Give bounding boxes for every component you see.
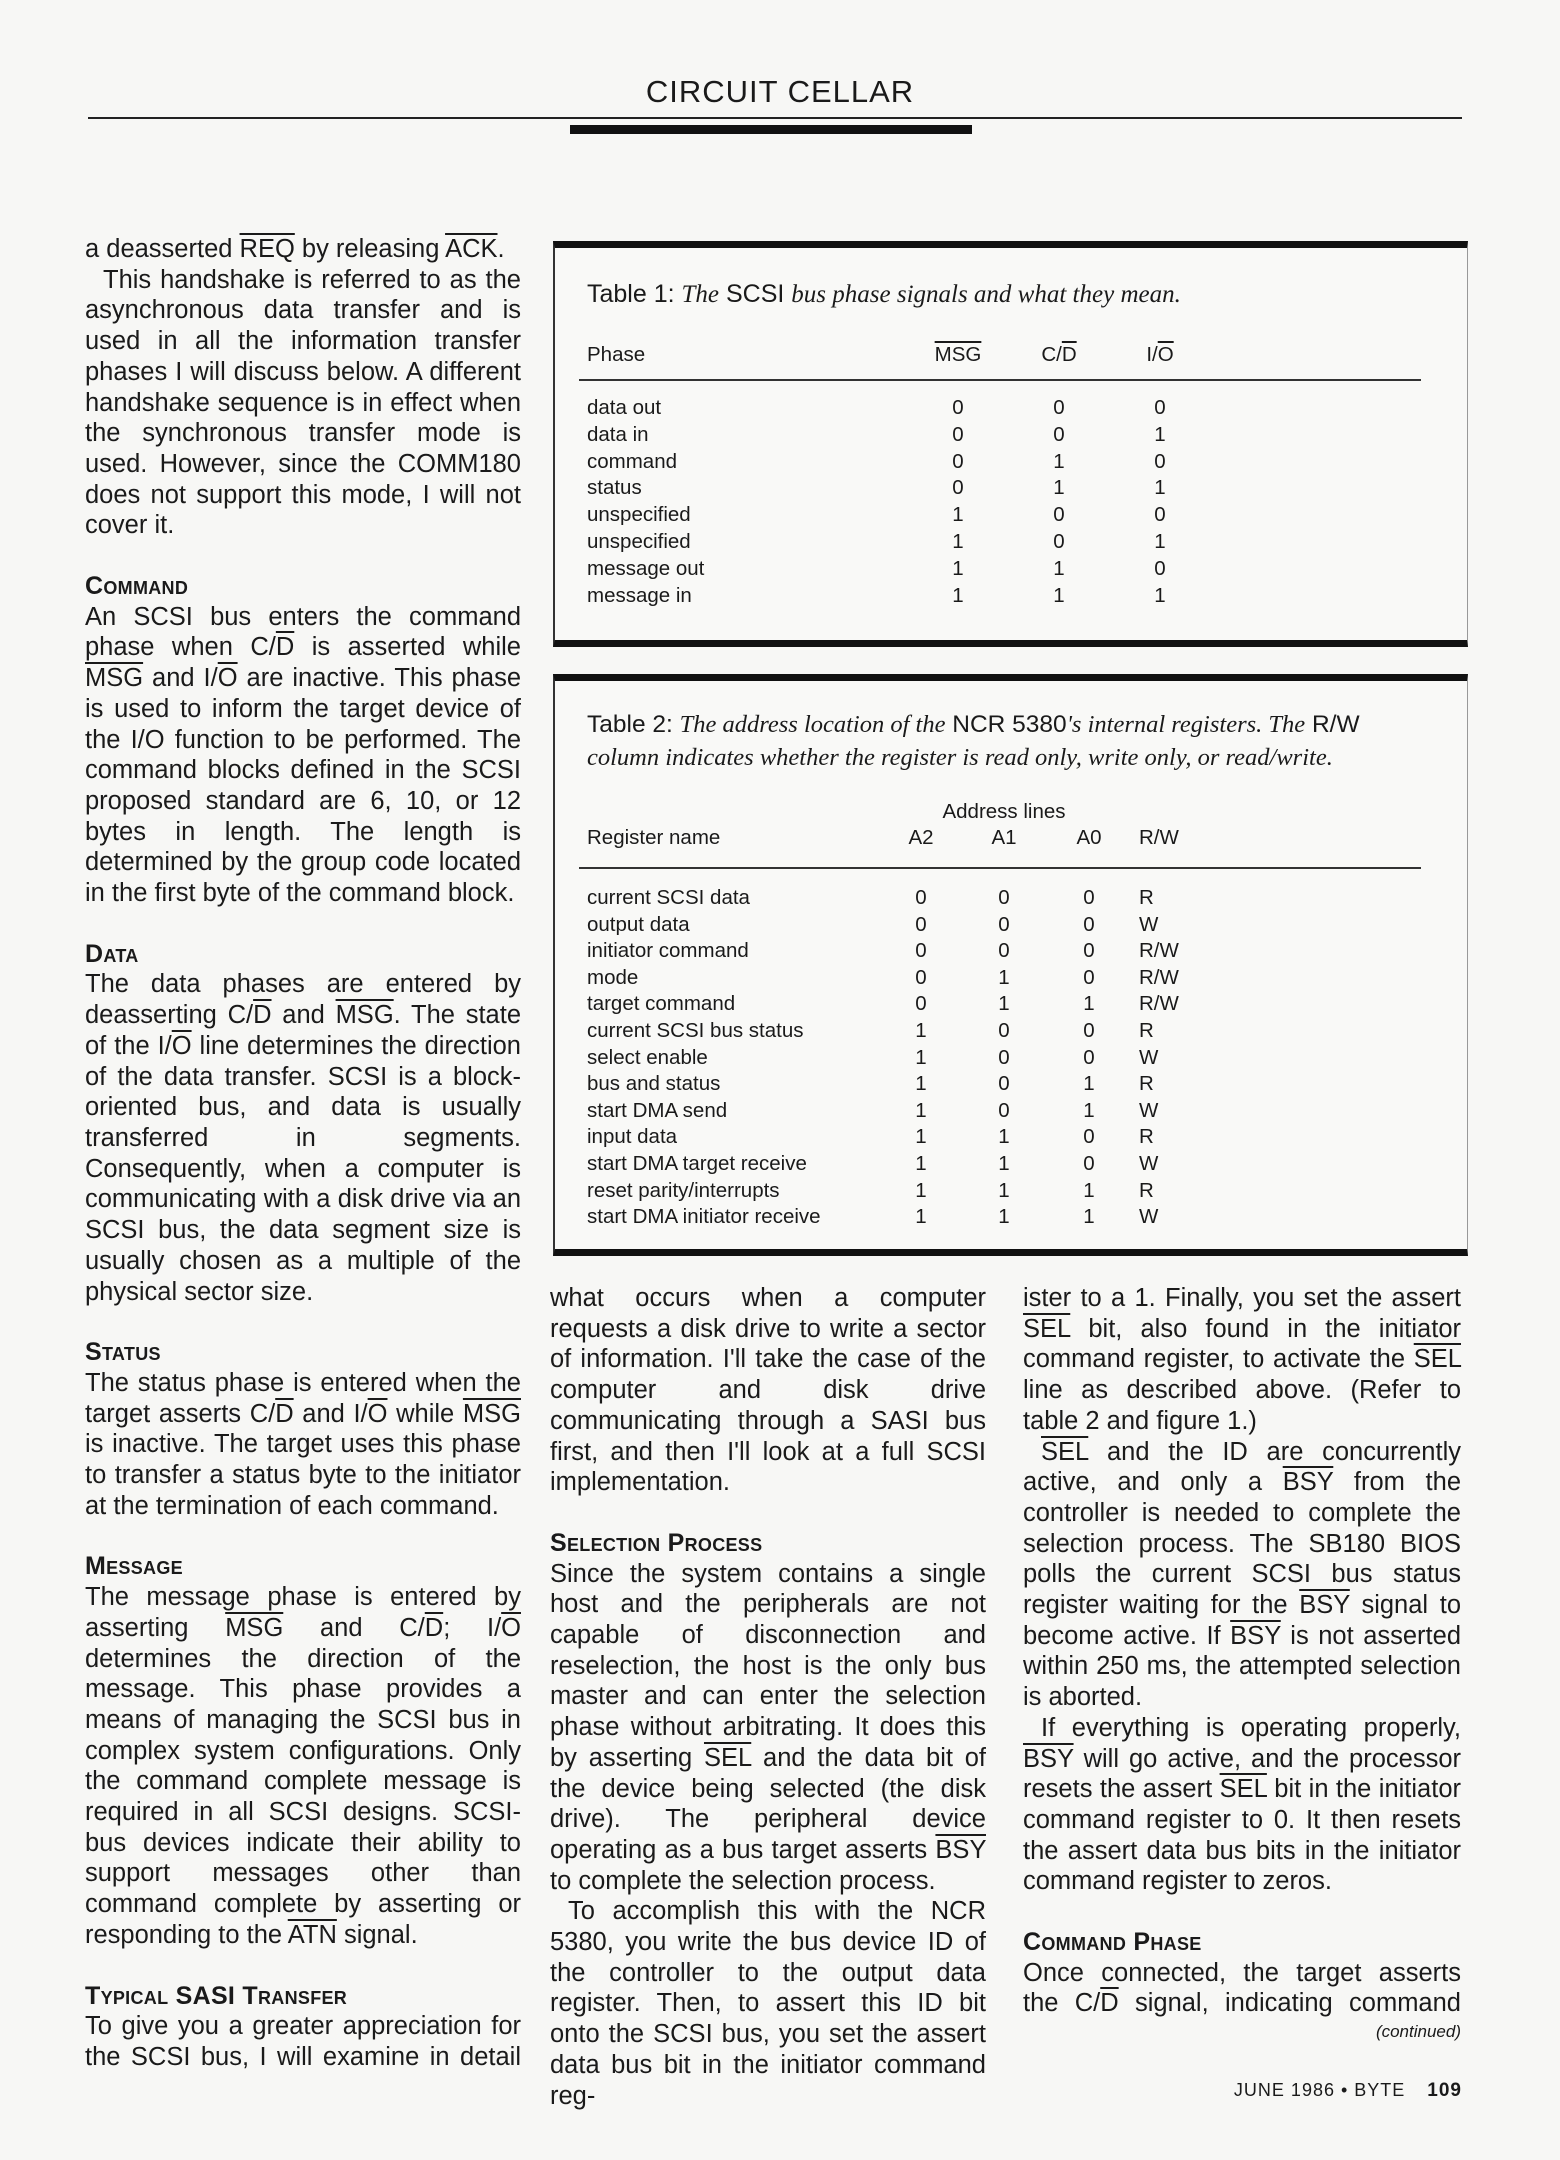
table-cell: data in (587, 422, 649, 446)
text-run: signal. (336, 1920, 418, 1949)
table-cell: W (1139, 1045, 1159, 1069)
table-cell: 1 (915, 1098, 927, 1122)
header-bar (570, 125, 972, 134)
table-cell: R (1139, 1178, 1154, 1202)
table-cell: 1 (1154, 530, 1166, 553)
table-cell: 1 (1083, 1178, 1095, 1202)
table-cell: 0 (1053, 396, 1065, 419)
table-cell: R (1139, 1125, 1154, 1149)
caption-text: The (681, 281, 720, 308)
signal-name: $\overline{BSY}$ (1230, 1621, 1281, 1650)
text-run: are inactive. This phase is used to inform the target device of the I/O function to be performed. The command blocks defined in the SCSI proposed standard are 6, 10, or 12 bytes in length. The length is determined by the group code located in the first byte of the command block. (85, 664, 521, 908)
caption-label: Table 1: (587, 280, 675, 308)
table-cell: 1 (1154, 476, 1166, 500)
signal-name: $\overline{BSY}$ (1282, 1468, 1334, 1497)
text-run: and C/ (283, 1613, 425, 1642)
caption-text: NCR 5380 (952, 711, 1067, 738)
section-heading: Data (85, 939, 139, 968)
table-cell: unspecified (587, 503, 691, 527)
caption-label: Table 2: (587, 711, 673, 738)
section-header: CIRCUIT CELLAR (645, 74, 915, 109)
table-cell: 0 (1083, 912, 1095, 936)
table-cell: 0 (1053, 503, 1065, 527)
text-run: If everything is operating properly, (1041, 1713, 1461, 1742)
signal-name: $\overline{ATN}$ (287, 1920, 337, 1949)
section-heading: Command (85, 572, 189, 601)
signal-name: $\overline{O}$ (171, 1031, 192, 1060)
signal-name: $\overline{SEL}$ (1023, 1314, 1071, 1343)
signal-name: $\overline{BSY}$ (1023, 1744, 1074, 1773)
text-run: and the ID are concurrently active, and only a (1023, 1437, 1461, 1497)
table-cell: 1 (1053, 556, 1065, 580)
header-text: C/ (1041, 343, 1062, 366)
table-cell: R/W (1139, 992, 1179, 1016)
text-run: determines the direction of the message. This phase provides a means of managing the SCSI bus in complex system configurations. Only the command complete message is required in all SCSI designs. SCSI-bus devices indicate their ability to support messages other than command complete by asserting or responding to the (85, 1644, 521, 1949)
text-run: line determines the direction of the data transfer. SCSI is a block-oriented bus, and data is usually transferred in segments. Consequently, when a computer is communicating with a disk drive via an SCSI bus, the data segment size is usually chosen as a multiple of the physical sector size. (85, 1031, 521, 1306)
table-cell: target command (587, 992, 736, 1016)
header-rule (88, 117, 1462, 119)
signal-name: $\overline{O}$ (217, 664, 238, 693)
signal-name: $\overline{MSG}$ (225, 1613, 284, 1642)
table-cell: status (587, 476, 642, 500)
table-cell: R (1139, 1072, 1154, 1096)
table-cell: 1 (998, 1205, 1010, 1229)
text-run: by releasing (294, 235, 446, 263)
table-cell: 0 (915, 992, 927, 1016)
text-run: is not asserted within 250 ms, the attempted selection is aborted. (1023, 1621, 1462, 1712)
col-header-io (1146, 343, 1173, 367)
table-cell: command (587, 449, 678, 473)
table-cell: 0 (1154, 449, 1166, 473)
text-run: and I/ (143, 664, 218, 693)
table-cell: message out (587, 556, 705, 580)
text-run: a deasserted (85, 235, 240, 263)
issue-date: JUNE 1986 • BYTE (1233, 2080, 1406, 2100)
table-cell: W (1139, 1205, 1159, 1229)
table-cell: 0 (998, 1072, 1010, 1096)
section-heading: Message (85, 1552, 183, 1581)
paragraph (85, 602, 521, 909)
text-run: is asserted while (294, 633, 521, 662)
table-cell: 0 (1083, 965, 1095, 989)
header-rule (579, 867, 1421, 869)
table-cell: bus and status (587, 1072, 721, 1096)
table-cell: 0 (1083, 1152, 1095, 1175)
table-cell: 0 (952, 476, 964, 500)
table-cell: 0 (998, 939, 1010, 963)
table-cell: 1 (915, 1019, 927, 1042)
signal-name: $\overline{D}$ (253, 1001, 272, 1030)
table-cell: 0 (1154, 396, 1166, 419)
header-text: $\overline{O}$ (1157, 343, 1174, 366)
col-header-a2: A2 (908, 826, 934, 849)
table-2 (553, 674, 1468, 1256)
col-header-phase: Phase (587, 343, 646, 366)
table-cell: 1 (1083, 1205, 1095, 1229)
paragraph (550, 1283, 986, 1498)
table-cell: 1 (915, 1178, 927, 1202)
signal-name: $\overline{D}$ (1100, 1989, 1119, 2018)
text-run: and I/ (293, 1399, 368, 1428)
table-cell: 1 (998, 965, 1010, 989)
signal-name: $\overline{O}$ (367, 1399, 388, 1428)
table-cell: W (1139, 1152, 1159, 1175)
table-cell: 1 (1053, 449, 1065, 473)
table-cell: 1 (1154, 583, 1166, 607)
paragraph (85, 2011, 521, 2072)
table-cell: 0 (998, 1098, 1010, 1122)
text-run: The message phase is entered by asserting (85, 1583, 521, 1642)
table-cell: start DMA initiator receive (587, 1205, 821, 1229)
text-run: to complete the selection process. (550, 1866, 936, 1895)
col-header-a0: A0 (1076, 826, 1102, 849)
table-cell: 0 (1154, 503, 1166, 527)
text-run: The data phases are entered by deasserting C/ (85, 970, 521, 1030)
table-cell: 1 (952, 556, 964, 580)
table-cell: 0 (915, 886, 927, 909)
table-cell: 0 (1083, 1019, 1095, 1042)
table-cell: 1 (952, 530, 964, 553)
signal-name: $\overline{SEL}$ (1041, 1437, 1089, 1466)
text-run: . The state of the I/ (85, 1001, 521, 1060)
table-cell: 0 (998, 1045, 1010, 1069)
section-heading: Selection Process (550, 1528, 763, 1557)
signal-name: $\overline{SEL}$ (1219, 1775, 1267, 1804)
signal-name: $\overline{SEL}$ (703, 1743, 752, 1772)
text-run: ister to a 1. Finally, you set the assert (1023, 1284, 1461, 1312)
table-cell: R (1139, 1019, 1154, 1042)
table-cell: start DMA target receive (587, 1152, 807, 1175)
table-cell: 0 (998, 886, 1010, 909)
text-run: and (271, 1001, 336, 1030)
section-heading: Status (85, 1338, 161, 1367)
table-cell: mode (587, 965, 639, 989)
table-cell: 1 (1053, 476, 1065, 500)
table-cell: 0 (952, 396, 964, 419)
table-cell: 1 (1083, 1098, 1095, 1122)
table-cell: 0 (1053, 530, 1065, 553)
table-cell: message in (587, 583, 692, 607)
signal-name: $\overline{BSY}$ (1299, 1591, 1350, 1620)
table-cell: data out (587, 396, 662, 419)
table-cell: 1 (998, 992, 1010, 1016)
table-cell: 1 (915, 1045, 927, 1069)
continued-note: (continued) (1375, 2022, 1461, 2042)
paragraph (1023, 1958, 1461, 2019)
paragraph (85, 969, 521, 1307)
text-run: from the controller is needed to complete the selection process. The SB180 BIOS polls the current SCSI bus status register waiting for the (1023, 1468, 1461, 1620)
signal-name: $\overline{SEL}$ (1413, 1345, 1461, 1374)
table-cell: 1 (998, 1178, 1010, 1202)
table-cell: W (1139, 912, 1159, 936)
page-number: 109 (1427, 2080, 1462, 2101)
text-run: bit in the initiator command register to 0. It then resets the assert data bus bits in the initiator command register to zeros. (1023, 1775, 1461, 1896)
text-run: To accomplish this with the NCR 5380, you write the bus device ID of the controller to the output data register. Then, to assert this ID bit onto the SCSI bus, you set the assert data bus bit in the initiator command reg- (550, 1897, 986, 2110)
caption-text: SCSI (725, 280, 785, 308)
table-cell: 0 (998, 1019, 1010, 1042)
signal-name: $\overline{D}$ (275, 633, 295, 662)
signal-name: $\overline{MSG}$ (335, 1001, 394, 1030)
signal-name: $\overline{BSY}$ (935, 1835, 986, 1864)
table-cell: 0 (1083, 1045, 1095, 1069)
col-header-register: Register name (587, 826, 721, 849)
text-run: line as described above. (Refer to table 2 and figure 1.) (1023, 1376, 1461, 1435)
table-cell: unspecified (587, 530, 691, 553)
table-cell: 0 (915, 939, 927, 963)
header-rule (579, 379, 1421, 381)
table-cell: 0 (998, 912, 1010, 936)
table-2-caption (587, 708, 1437, 774)
page-footer (1234, 2080, 1462, 2102)
signal-name: $\overline{REQ}$ (239, 235, 295, 263)
header-text: I/ (1146, 343, 1158, 366)
section-heading: Typical SASI Transfer (85, 1981, 348, 2010)
caption-text: column indicates whether the register is read only, write only, or read/write. (587, 744, 1333, 771)
table-cell: select enable (587, 1045, 708, 1069)
col-header-msg: $\overline{MSG}$ (934, 343, 982, 366)
caption-text: The address location of the (679, 711, 946, 738)
signal-name: $\overline{MSG}$ (462, 1399, 521, 1428)
section-heading: Command Phase (1023, 1928, 1202, 1957)
table-cell: 0 (1083, 1125, 1095, 1149)
col-header-rw: R/W (1139, 826, 1179, 849)
table-cell: 0 (915, 965, 927, 989)
table-cell: 0 (1053, 422, 1065, 446)
table-cell: output data (587, 912, 690, 936)
table-cell: input data (587, 1125, 678, 1149)
table-1-caption (587, 278, 1437, 311)
table-cell: current SCSI data (587, 886, 750, 909)
table-cell: 1 (1083, 992, 1095, 1016)
right-column (1023, 1283, 1461, 2045)
table-cell: start DMA send (587, 1098, 728, 1122)
paragraph (550, 1896, 986, 2111)
text-run: This handshake is referred to as the asynchronous data transfer and is used in all the information transfer phases I will discuss below. A different handshake sequence is in effect when the synchronous transfer mode is used. However, since the COMM180 does not support this mode, I will not cover it. (85, 265, 521, 540)
table-cell: W (1139, 1098, 1159, 1122)
table-cell: reset parity/interrupts (587, 1178, 780, 1202)
caption-text: bus phase signals and what they mean. (791, 281, 1181, 308)
table-cell: 0 (952, 422, 964, 446)
table-cell: 1 (915, 1205, 927, 1229)
text-run: bit, also found in the initiator command register, to activate the (1023, 1314, 1461, 1374)
table-cell: initiator command (587, 939, 749, 963)
text-run: signal, indicating command (1118, 1989, 1461, 2018)
table-cell: 1 (952, 583, 964, 607)
table-cell: 1 (915, 1125, 927, 1149)
text-run: is inactive. The target uses this phase to transfer a status byte to the initiator at the termination of each command. (85, 1430, 521, 1520)
text-run: An SCSI bus enters the command phase when C/ (85, 602, 521, 662)
signal-name: $\overline{MSG}$ (85, 664, 144, 693)
table-cell: 0 (915, 912, 927, 936)
left-column (85, 234, 521, 2073)
table-cell: 1 (915, 1152, 927, 1175)
table-cell: 0 (952, 449, 964, 473)
table-cell: 1 (998, 1125, 1010, 1149)
table-cell: R/W (1139, 939, 1179, 963)
text-run: what occurs when a computer requests a disk drive to write a sector of information. I'll take the case of the computer and disk drive communicating through a SASI bus first, and then I'll look at a full SCSI implementation. (550, 1284, 986, 1497)
paragraph (1023, 1437, 1461, 1713)
signal-name: $\overline{D}$ (275, 1399, 294, 1428)
table-cell: 0 (1154, 556, 1166, 580)
text-run: . (497, 235, 505, 263)
text-run: signal to become active. If (1023, 1591, 1462, 1650)
text-run: To give you a greater appreciation for the SCSI bus, I will examine in detail (85, 2012, 521, 2071)
col-header-cd (1041, 343, 1076, 367)
table-cell: 1 (1154, 422, 1166, 446)
signal-name: $\overline{O}$ (501, 1613, 521, 1642)
text-run: Since the system contains a single host and the peripherals are not capable of disconnection and reselection, the host is the only bus master and can enter the selection phase without arbitrating. It does this by asserting (550, 1559, 986, 1772)
address-lines-header: Address lines (942, 800, 1066, 823)
paragraph (85, 234, 521, 265)
table-cell: 1 (915, 1072, 927, 1096)
paragraph (1023, 1713, 1461, 1897)
table-1 (553, 241, 1468, 647)
col-header-a1: A1 (991, 826, 1017, 849)
table-cell: 1 (1053, 583, 1065, 607)
signal-name: $\overline{ACK}$ (445, 235, 498, 263)
caption-text: 's internal registers. The (1066, 711, 1306, 738)
text-run: will go active, and the processor resets the assert (1023, 1744, 1461, 1804)
header-text: $\overline{D}$ (1061, 343, 1077, 366)
table-cell: 0 (1083, 939, 1095, 963)
middle-column (550, 1283, 986, 2111)
table-cell: R/W (1139, 965, 1179, 989)
text-run: ; I/ (443, 1613, 502, 1642)
table-cell: 1 (1083, 1072, 1095, 1096)
paragraph (1023, 1283, 1461, 1437)
text-run: The status phase is entered when the target asserts C/ (85, 1368, 521, 1428)
table-cell: 0 (1083, 886, 1095, 909)
table-cell: 1 (998, 1152, 1010, 1175)
paragraph (85, 265, 521, 541)
text-run: Once connected, the target asserts the C/ (1023, 1958, 1461, 2018)
text-run: while (387, 1399, 463, 1428)
table-cell: 1 (952, 503, 964, 527)
text-run: and the data bit of the device being selected (the disk drive). The peripheral device operating as a bus target asserts (550, 1743, 987, 1864)
signal-name: $\overline{D}$ (424, 1613, 444, 1642)
paragraph (85, 1582, 521, 1950)
caption-text: R/W (1311, 711, 1360, 738)
paragraph (550, 1559, 986, 1897)
paragraph (85, 1368, 521, 1522)
table-cell: current SCSI bus status (587, 1019, 804, 1042)
table-cell: R (1139, 886, 1154, 909)
